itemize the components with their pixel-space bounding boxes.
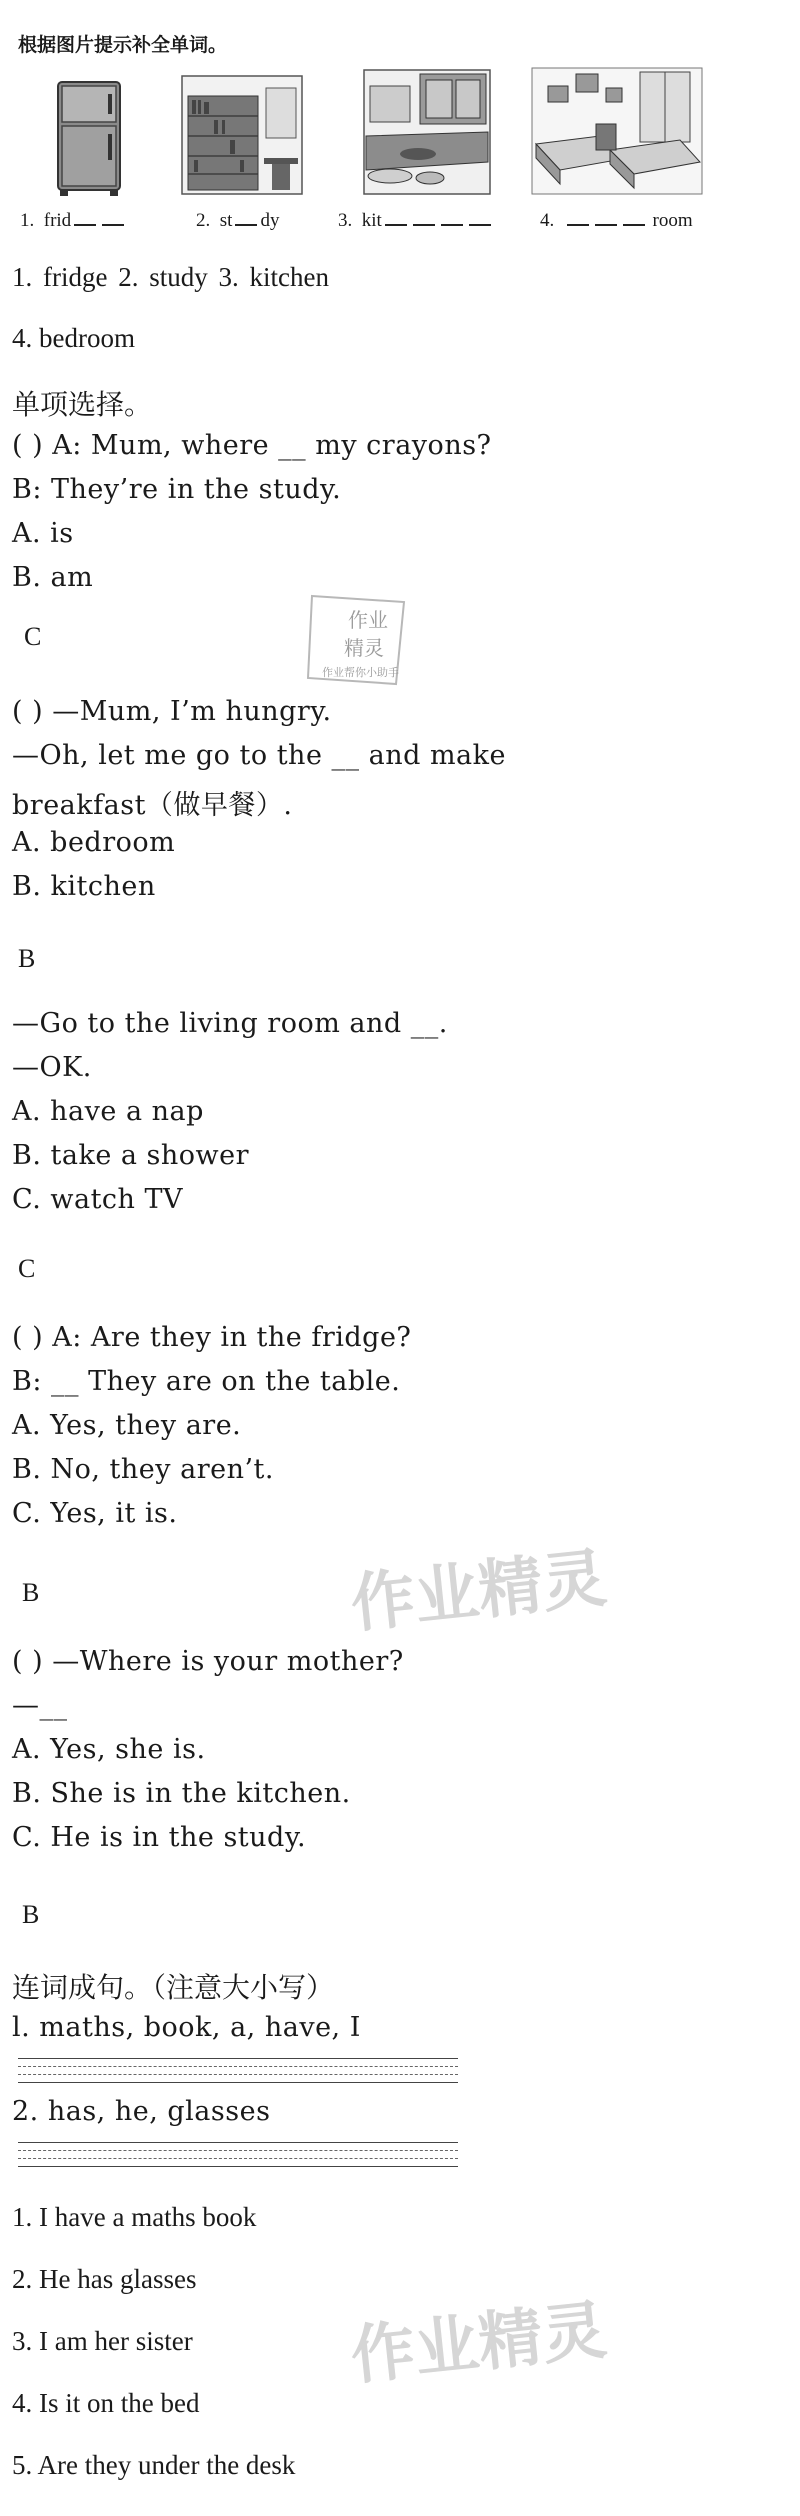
q5-line2: —__ [12, 1690, 68, 1721]
picture-label-3: 3. kit [338, 210, 494, 232]
stamp-text-bottom: 精灵 [344, 636, 384, 660]
q4-option-a: A. Yes, they are. [12, 1410, 242, 1441]
watermark-stamp [300, 588, 420, 698]
q1-option-b: B. am [12, 562, 94, 593]
q2-answer: B [18, 944, 36, 973]
q3-line2: —OK. [12, 1052, 92, 1083]
q2-line2: —Oh, let me go to the __ and make [12, 740, 506, 771]
answer-line-1: 1. fridge 2. study 3. kitchen [12, 262, 329, 292]
q3-line1: —Go to the living room and __. [12, 1008, 448, 1039]
q1-answer: C [24, 622, 42, 651]
q3-option-a: A. have a nap [12, 1096, 204, 1127]
writing-line-2a [18, 2142, 458, 2143]
q1-line2: B: They’re in the study. [12, 474, 342, 505]
stamp-text-top: 作业 [348, 608, 388, 632]
q5-option-c: C. He is in the study. [12, 1822, 307, 1853]
writing-line-1d [18, 2082, 458, 2083]
sentence-answer-1: 1. I have a maths book [12, 2202, 257, 2232]
watermark-text-1: 作业精灵 [347, 1541, 610, 1643]
section-heading-sentences: 连词成句。（注意大小写） [12, 1971, 335, 2004]
bedroom-icon [530, 66, 705, 198]
q2-line3: breakfast（做早餐）. [12, 790, 293, 821]
writing-line-2b [18, 2150, 458, 2151]
q2-option-b: B. kitchen [12, 871, 156, 902]
section-heading-choice: 单项选择。 [12, 388, 153, 421]
sentence-answer-3: 3. I am her sister [12, 2326, 193, 2356]
q5-answer: B [22, 1900, 40, 1929]
q2-option-a: A. bedroom [12, 827, 176, 858]
q4-option-b: B. No, they aren’t. [12, 1454, 274, 1485]
q3-answer: C [18, 1254, 36, 1283]
q2-line1: ( ) —Mum, I’m hungry. [12, 696, 332, 727]
sentence-answer-4: 4. Is it on the bed [12, 2388, 200, 2418]
q4-line2: B: __ They are on the table. [12, 1366, 401, 1397]
kitchen-picture [360, 66, 495, 198]
sentence-answer-2: 2. He has glasses [12, 2264, 197, 2294]
q4-line1: ( ) A: Are they in the fridge? [12, 1322, 412, 1353]
watermark-text-2: 作业精灵 [347, 2293, 610, 2395]
writing-line-2c [18, 2158, 458, 2159]
q1-line1: ( ) A: Mum, where __ my crayons? [12, 430, 492, 461]
picture-label-2: 2. st dy [196, 210, 280, 231]
writing-line-1b [18, 2066, 458, 2067]
fridge-icon [40, 72, 140, 202]
q5-option-a: A. Yes, she is. [12, 1734, 206, 1765]
q3-option-b: B. take a shower [12, 1140, 250, 1171]
q4-answer: B [22, 1578, 40, 1607]
picture-label-4: 4. room [540, 210, 693, 231]
q4-option-c: C. Yes, it is. [12, 1498, 178, 1529]
study-picture [180, 68, 305, 198]
kitchen-icon [360, 66, 495, 198]
writing-line-2d [18, 2166, 458, 2167]
q5-option-b: B. She is in the kitchen. [12, 1778, 351, 1809]
bedroom-picture [530, 66, 705, 198]
writing-line-1c [18, 2074, 458, 2075]
picture-label-1: 1. frid [20, 210, 127, 232]
fridge-picture [40, 72, 140, 202]
answer-line-2: 4. bedroom [12, 323, 135, 353]
sentence-item-1: l. maths, book, a, have, I [12, 2012, 361, 2043]
stamp-caption: 作业帮你小助手 [322, 666, 399, 679]
q3-option-c: C. watch TV [12, 1184, 184, 1215]
sentence-answer-5: 5. Are they under the desk [12, 2450, 296, 2480]
study-room-icon [180, 68, 305, 198]
q5-line1: ( ) —Where is your mother? [12, 1646, 404, 1677]
sentence-item-2: 2. has, he, glasses [12, 2096, 271, 2127]
q1-option-a: A. is [12, 518, 74, 549]
instruction-title: 根据图片提示补全单词。 [18, 34, 228, 56]
writing-line-1a [18, 2058, 458, 2059]
